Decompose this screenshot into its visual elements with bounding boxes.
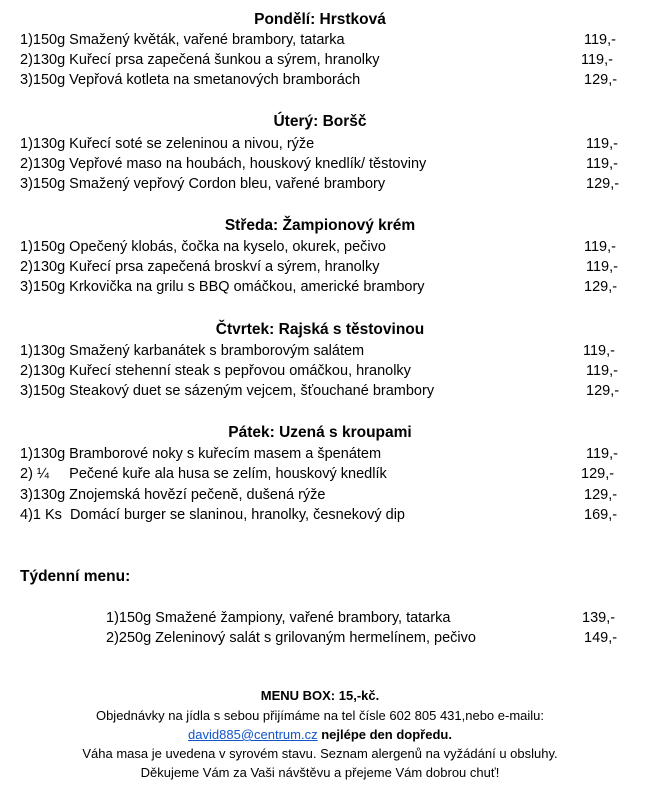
menu-item-text: 2)130g Kuřecí prsa zapečená broskví a sýrem, hranolky xyxy=(20,259,380,275)
menu-item-price: 119,- xyxy=(584,32,616,48)
menu-item-text: 3)150g Krkovička na grilu s BBQ omáčkou, americké brambory xyxy=(20,279,425,295)
menu-item-price: 129,- xyxy=(581,466,615,482)
thank-you-note: Děkujeme Vám za Vaši návštěvu a přejeme Vám dobrou chuť! xyxy=(140,765,500,780)
weekly-menu-title: Týdenní menu: xyxy=(20,568,131,585)
menu-item-price: 169,- xyxy=(584,507,618,523)
menu-item-text: 1)150g Smažený květák, vařené brambory, tatarka xyxy=(20,32,345,48)
day-title-wednesday: Středa: Žampionový krém xyxy=(224,217,416,234)
menu-item-price: 119,- xyxy=(586,136,618,152)
email-suffix: nejlépe den dopředu. xyxy=(317,727,452,742)
menu-item-text: 3)150g Smažený vepřový Cordon bleu, vařené brambory xyxy=(20,176,386,192)
menu-item-price: 129,- xyxy=(584,279,618,295)
menu-item-price: 129,- xyxy=(584,72,618,88)
menu-item-price: 119,- xyxy=(586,156,618,172)
menu-item-text: 3)130g Znojemská hovězí pečeně, dušená rýže xyxy=(20,487,326,503)
menu-item-price: 129,- xyxy=(584,487,618,503)
menu-item-text: 2)130g Vepřové maso na houbách, houskový knedlík/ těstoviny xyxy=(20,156,427,172)
menu-item-text: 3)150g Vepřová kotleta na smetanových bramborách xyxy=(20,72,361,88)
menu-item-price: 119,- xyxy=(586,363,618,379)
email-link[interactable]: david885@centrum.cz xyxy=(188,727,318,742)
menu-item-price: 119,- xyxy=(581,52,613,68)
menu-item-price: 119,- xyxy=(583,343,615,359)
menu-item-text: 4)1 Ks Domácí burger se slaninou, hranolky, česnekový dip xyxy=(20,507,405,523)
weekly-item-text: 2)250g Zeleninový salát s grilovaným hermelínem, pečivo xyxy=(106,630,476,646)
menu-item-price: 119,- xyxy=(584,239,616,255)
menu-item-price: 119,- xyxy=(586,259,618,275)
menu-item-price: 129,- xyxy=(586,176,620,192)
menu-item-price: 119,- xyxy=(586,446,618,462)
weekly-item-price: 149,- xyxy=(584,630,618,646)
day-title-thursday: Čtvrtek: Rajská s těstovinou xyxy=(215,321,425,338)
menu-item-text: 1)130g Kuřecí soté se zeleninou a nivou, rýže xyxy=(20,136,315,152)
menu-box-price: MENU BOX: 15,-kč. xyxy=(260,688,380,703)
menu-item-text: 1)150g Opečený klobás, čočka na kyselo, okurek, pečivo xyxy=(20,239,386,255)
menu-item-text: 3)150g Steakový duet se sázeným vejcem, šťouchané brambory xyxy=(20,383,435,399)
allergen-info: Váha masa je uvedena v syrovém stavu. Seznam alergenů na vyžádání u obsluhy. xyxy=(82,746,558,761)
menu-item-text: 2)130g Kuřecí stehenní steak s pepřovou omáčkou, hranolky xyxy=(20,363,411,379)
day-title-monday: Pondělí: Hrstková xyxy=(254,11,386,28)
menu-item-text: 2)130g Kuřecí prsa zapečená šunkou a sýrem, hranolky xyxy=(20,52,380,68)
weekly-item-price: 139,- xyxy=(582,610,616,626)
menu-item-price: 129,- xyxy=(586,383,620,399)
weekly-item-text: 1)150g Smažené žampiony, vařené brambory, tatarka xyxy=(106,610,451,626)
day-title-friday: Pátek: Uzená s kroupami xyxy=(228,424,412,441)
menu-item-text: 1)130g Bramborové noky s kuřecím masem a špenátem xyxy=(20,446,382,462)
menu-item-text: 1)130g Smažený karbanátek s bramborovým salátem xyxy=(20,343,365,359)
order-info: Objednávky na jídla s sebou přijímáme na tel čísle 602 805 431,nebo e-mailu: xyxy=(95,708,545,723)
day-title-tuesday: Úterý: Boršč xyxy=(273,113,367,130)
email-line xyxy=(0,726,640,744)
menu-item-text: 2) ¼ Pečené kuře ala husa se zelím, houskový knedlík xyxy=(20,466,387,482)
